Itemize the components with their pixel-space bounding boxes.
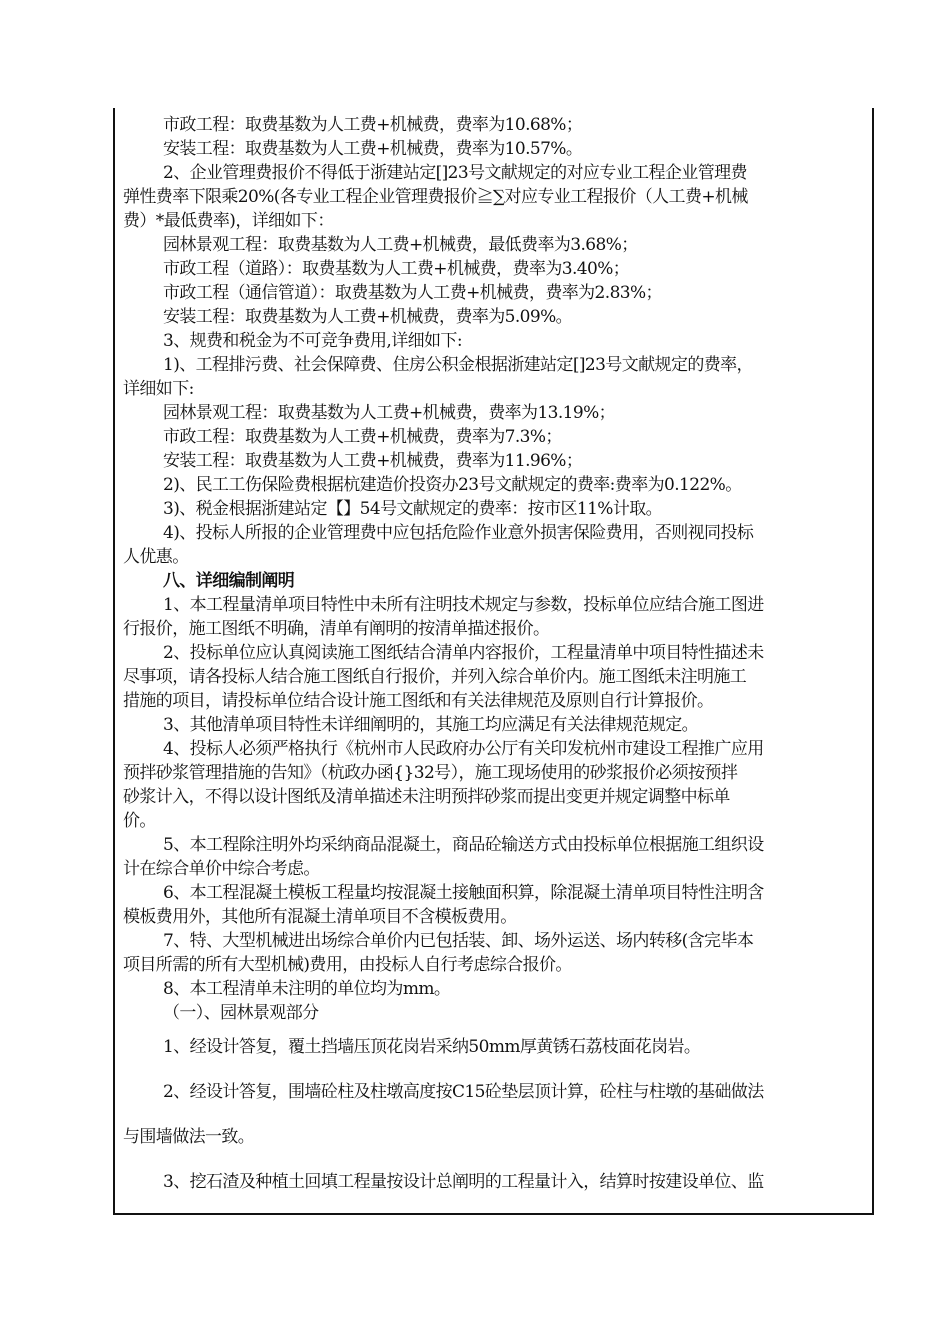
text-line: 市政工程：取费基数为人工费+机械费，费率为7.3%； [163, 427, 562, 447]
text-line: 与围墙做法一致。 [123, 1127, 255, 1147]
subsection-heading: （一）、园林景观部分 [163, 1003, 319, 1023]
text-line: 园林景观工程：取费基数为人工费+机械费，最低费率为3.68%； [163, 235, 638, 255]
text-line: 行报价，施工图纸不明确，清单有阐明的按清单描述报价。 [123, 619, 550, 639]
text-line: 3)、税金根据浙建站定【】54号文献规定的费率：按市区11%计取。 [163, 499, 663, 519]
text-line: 1)、工程排污费、社会保障费、住房公积金根据浙建站定[]23号文献规定的费率， [163, 355, 753, 375]
text-line: 市政工程（通信管道）：取费基数为人工费+机械费，费率为2.83%； [163, 283, 662, 303]
text-line: 市政工程（道路）：取费基数为人工费+机械费，费率为3.40%； [163, 259, 630, 279]
text-line: 3、挖石渣及种植土回填工程量按设计总阐明的工程量计入，结算时按建设单位、监 [163, 1172, 764, 1192]
text-line: 安装工程：取费基数为人工费+机械费，费率为5.09%。 [163, 307, 573, 327]
text-line: 项目所需的所有大型机械)费用，由投标人自行考虑综合报价。 [123, 955, 572, 975]
text-line: 1、本工程量清单项目特性中未所有注明技术规定与参数，投标单位应结合施工图进 [163, 595, 764, 615]
text-line: 2、企业管理费报价不得低于浙建站定[]23号文献规定的对应专业工程企业管理费 [163, 163, 747, 183]
text-line: 4、投标人必须严格执行《杭州市人民政府办公厅有关印发杭州市建设工程推广应用 [163, 739, 764, 759]
text-line: 尽事项，请各投标人结合施工图纸自行报价，并列入综合单价内。施工图纸未注明施工 [123, 667, 747, 687]
text-line: 模板费用外，其他所有混凝土清单项目不含模板费用。 [123, 907, 517, 927]
text-line: 园林景观工程：取费基数为人工费+机械费，费率为13.19%； [163, 403, 616, 423]
text-line: 详细如下: [123, 379, 194, 399]
text-line: 7、特、大型机械进出场综合单价内已包括装、卸、场外运送、场内转移(含完毕本 [163, 931, 754, 951]
text-line: 8、本工程清单未注明的单位均为mm。 [163, 979, 451, 999]
text-line: 2、经设计答复，围墙砼柱及柱墩高度按C15砼垫层顶计算，砼柱与柱墩的基础做法 [163, 1082, 764, 1102]
text-line: 5、本工程除注明外均采纳商品混凝土，商品砼输送方式由投标单位根据施工组织设 [163, 835, 764, 855]
text-line: 预拌砂浆管理措施的告知》（杭政办函{}32号），施工现场使用的砂浆报价必须按预拌 [123, 763, 738, 783]
text-line: 计在综合单价中综合考虑。 [123, 859, 320, 879]
text-line: 安装工程：取费基数为人工费+机械费，费率为10.57%。 [163, 139, 583, 159]
text-line: 6、本工程混凝土模板工程量均按混凝土接触面积算，除混凝土清单项目特性注明含 [163, 883, 764, 903]
text-line: 弹性费率下限乘20%(各专业工程企业管理费报价≧∑对应专业工程报价（人工费+机械 [123, 187, 748, 207]
text-line: 4)、投标人所报的企业管理费中应包括危险作业意外损害保险费用，否则视同投标 [163, 523, 754, 543]
text-line: 2、投标单位应认真阅读施工图纸结合清单内容报价，工程量清单中项目特性描述未 [163, 643, 764, 663]
text-line: 价。 [123, 811, 156, 831]
document-body [115, 108, 872, 1205]
text-line: 安装工程：取费基数为人工费+机械费，费率为11.96%； [163, 451, 583, 471]
text-line: 砂浆计入，不得以设计图纸及清单描述未注明预拌砂浆而提出变更并规定调整中标单 [123, 787, 730, 807]
text-line: 3、规费和税金为不可竞争费用,详细如下: [163, 331, 462, 351]
document-frame [113, 108, 874, 1215]
text-line: 费）*最低费率)，详细如下： [123, 211, 334, 231]
text-line: 人优惠。 [123, 547, 189, 567]
text-line: 1、经设计答复，覆土挡墙压顶花岗岩采纳50mm厚黄锈石荔枝面花岗岩。 [163, 1037, 701, 1057]
text-line: 措施的项目，请投标单位结合设计施工图纸和有关法律规范及原则自行计算报价。 [123, 691, 714, 711]
section-heading: 八、详细编制阐明 [163, 571, 295, 591]
text-line: 3、其他清单项目特性未详细阐明的，其施工均应满足有关法律规范规定。 [163, 715, 699, 735]
text-line: 市政工程：取费基数为人工费+机械费，费率为10.68%； [163, 115, 583, 135]
text-line: 2)、民工工伤保险费根据杭建造价投资办23号文献规定的费率:费率为0.122%。 [163, 475, 742, 495]
